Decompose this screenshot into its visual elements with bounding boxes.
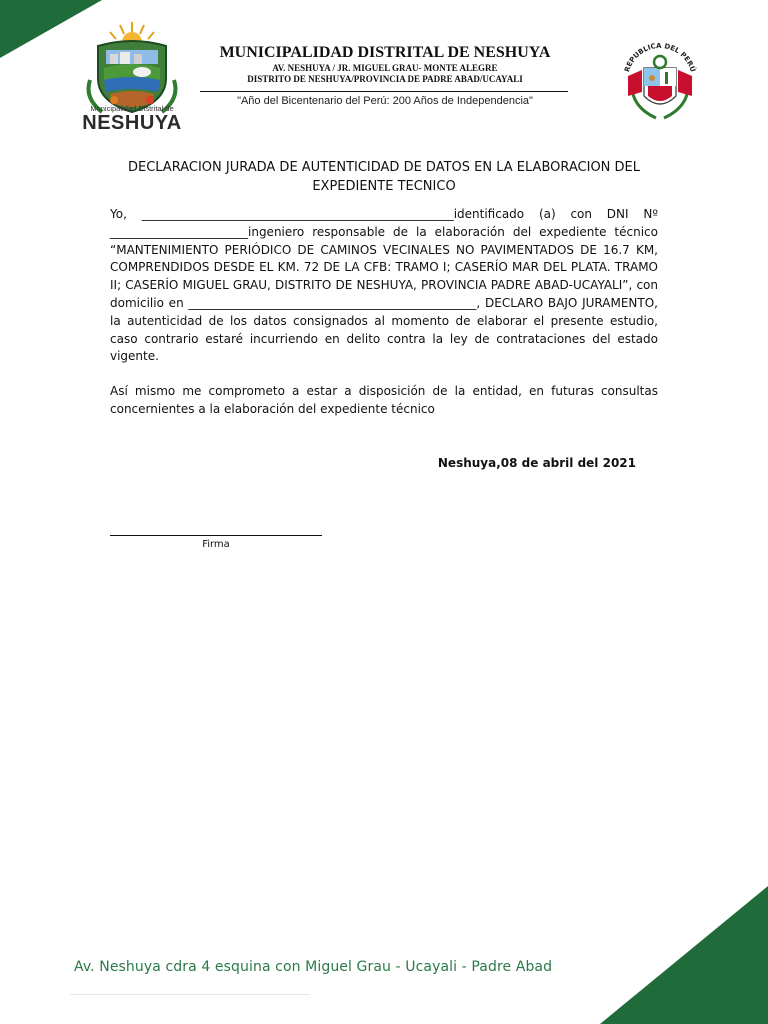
document-title bbox=[110, 158, 658, 196]
date-line: Neshuya,08 de abril del 2021 bbox=[437, 456, 636, 470]
document-title-line1: DECLARACION JURADA DE AUTENTICIDAD DE DATOS EN LA ELABORACION DEL bbox=[127, 160, 641, 175]
commitment-paragraph: Así mismo me comprometo a estar a disposición de la entidad, en futuras consultas concernientes a la elaboración del expediente técnico bbox=[110, 384, 658, 416]
header-address-line2: DISTRITO DE NESHUYA/PROVINCIA DE PADRE ABAD/UCAYALI bbox=[247, 74, 523, 84]
seal-text: REPUBLICA DEL PERÚ bbox=[623, 41, 697, 73]
corner-decoration-bottom-right bbox=[600, 886, 768, 1024]
footer-address: Av. Neshuya cdra 4 esquina con Miguel Grau - Ucayali - Padre Abad bbox=[74, 959, 553, 975]
signature-line bbox=[110, 535, 322, 536]
header-motto: "Año del Bicentenario del Perú: 200 Años de Independencia" bbox=[237, 95, 533, 107]
logo-caption: Municipalidad Distrital de bbox=[90, 104, 174, 113]
footer-rule bbox=[70, 994, 310, 995]
signature-label: Firma bbox=[202, 539, 230, 550]
logo-brand-name: NESHUYA bbox=[82, 112, 182, 134]
document-title-line2: EXPEDIENTE TECNICO bbox=[312, 179, 456, 194]
declaration-paragraph: Yo, ____________________________________________________identificado (a) con DNI Nº _______________________ingeniero responsable de la elaboración del expediente técnico “MANTENIMIENTO PERIÓDICO DE CAMINOS VECINALES NO PAVIMENTADOS DE 16.7 KM, COMPRENDIDOS DESDE EL KM. 72 DE LA CFB: TRAMO I; CASERÍO MAR DEL PLATA. TRAMO II; CASERÍO MIGUEL GRAU, DISTRITO DE NESHUYA, PROVINCIA PADRE ABAD-UCAYALI”, con domicilio en ________________________________________________, DECLARO BAJO JURAMENTO, la autenticidad de los datos consignados al momento de elaborar el presente estudio, caso contrario estaré incurriendo en delito contra la ley de contrataciones del estado vigente. bbox=[110, 207, 658, 364]
peru-seal bbox=[618, 40, 702, 124]
header-rule bbox=[200, 91, 568, 92]
header-title: MUNICIPALIDAD DISTRITAL DE NESHUYA bbox=[219, 44, 551, 61]
header-address-line1: AV. NESHUYA / JR. MIGUEL GRAU- MONTE ALEGRE bbox=[272, 63, 498, 73]
